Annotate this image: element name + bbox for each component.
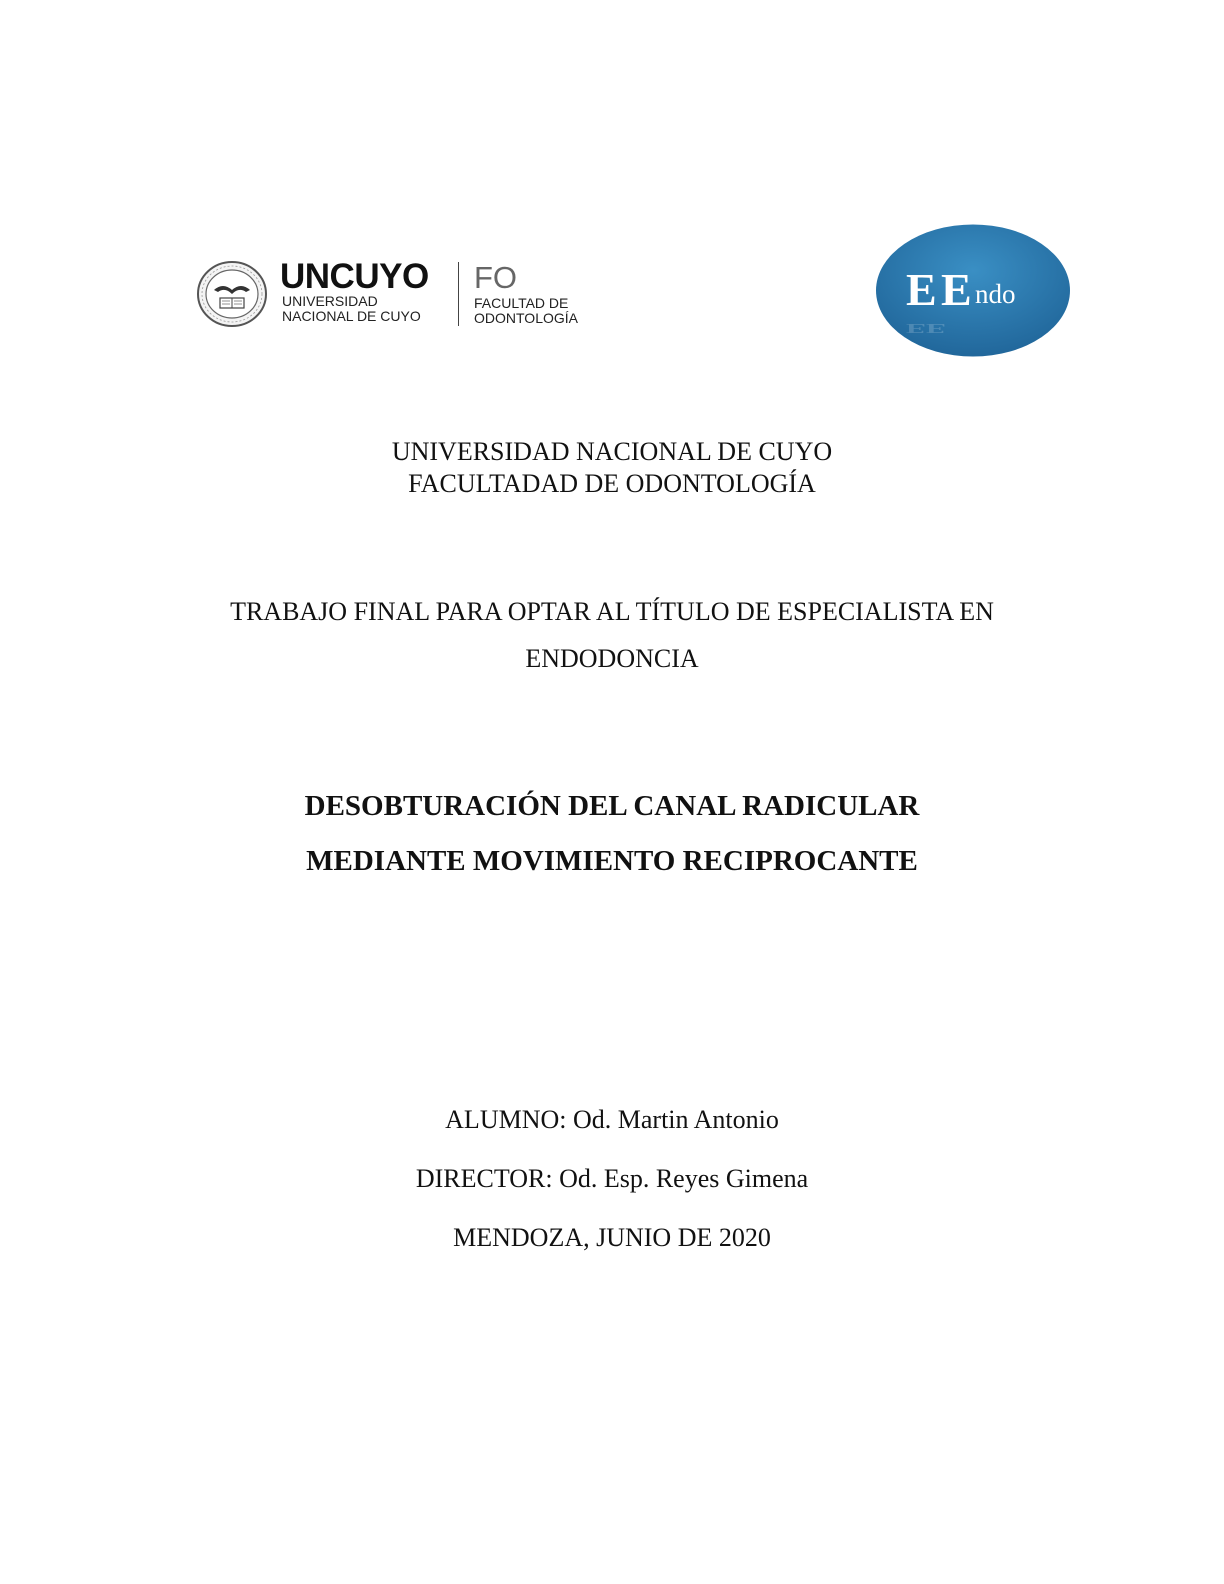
university-seal-icon: [196, 260, 268, 328]
faculty-subtitle: [474, 296, 578, 326]
thesis-title-line-1: DESOBTURACIÓN DEL CANAL RADICULAR: [304, 790, 920, 822]
thesis-title-line-2: MEDIANTE MOVIMIENTO RECIPROCANTE: [306, 845, 918, 877]
uncuyo-logo: [196, 258, 606, 330]
faculty-subtitle-line1: FACULTAD DE: [474, 295, 569, 311]
uncuyo-subtitle: [282, 294, 421, 324]
director-name: DIRECTOR: Od. Esp. Reyes Gimena: [415, 1164, 809, 1193]
svg-text:EE: EE: [906, 320, 946, 336]
eendo-letter-1: E: [906, 264, 937, 315]
eendo-logo: [874, 223, 1072, 358]
uncuyo-subtitle-line1: UNIVERSIDAD: [282, 293, 378, 309]
degree-line-2: ENDODONCIA: [525, 644, 699, 673]
logo-divider: [458, 262, 459, 326]
institution-line-1: UNIVERSIDAD NACIONAL DE CUYO: [391, 437, 833, 466]
eendo-letter-2: E: [941, 264, 972, 315]
eendo-suffix: ndo: [975, 279, 1016, 309]
faculty-mark: FO: [474, 260, 518, 295]
degree-line-1: TRABAJO FINAL PARA OPTAR AL TÍTULO DE ESPECIALISTA EN: [230, 597, 994, 626]
student-name: ALUMNO: Od. Martin Antonio: [445, 1105, 779, 1134]
faculty-subtitle-line2: ODONTOLOGÍA: [474, 310, 578, 326]
place-and-date: MENDOZA, JUNIO DE 2020: [453, 1223, 771, 1252]
institution-line-2: FACULTADAD DE ODONTOLOGÍA: [408, 469, 816, 498]
uncuyo-wordmark: UNCUYO: [280, 257, 429, 296]
uncuyo-subtitle-line2: NACIONAL DE CUYO: [282, 308, 421, 324]
